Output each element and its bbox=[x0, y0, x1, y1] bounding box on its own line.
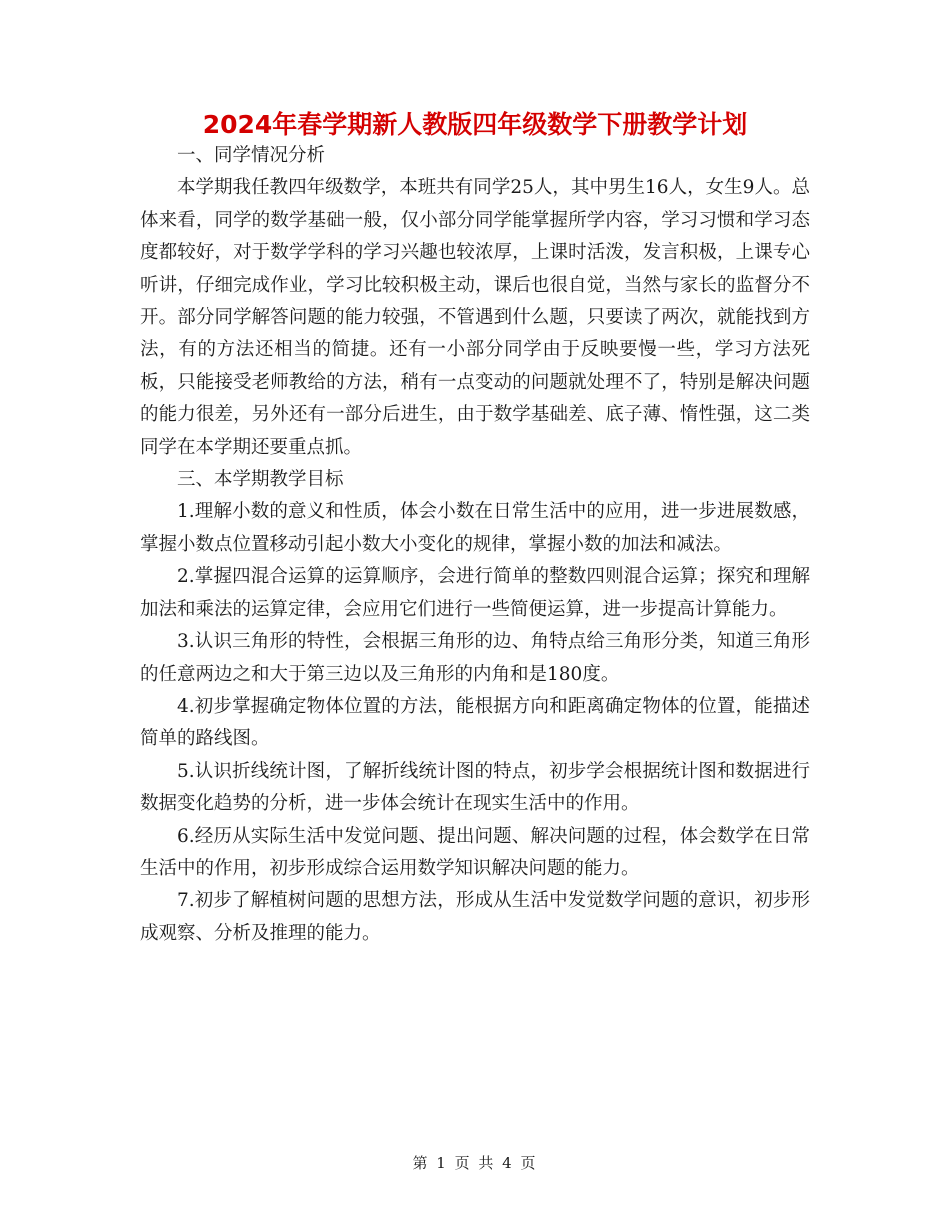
goal-item: 1.理解小数的意义和性质，体会小数在日常生活中的应用，进一步进展数感，掌握小数点位置移动引起小数大小变化的规律，掌握小数的加法和减法。 bbox=[140, 501, 810, 555]
document-title: 2024年春学期新人教版四年级数学下册教学计划 bbox=[202, 110, 748, 139]
section1-heading: 一、同学情况分析 bbox=[177, 145, 326, 166]
goal-item: 2.掌握四混合运算的运算顺序，会进行简单的整数四则混合运算；探究和理解加法和乘法的运算定律，会应用它们进行一些简便运算，进一步提高计算能力。 bbox=[140, 566, 810, 620]
document-body bbox=[140, 140, 810, 950]
goal-item: 3.认识三角形的特性，会根据三角形的边、角特点给三角形分类，知道三角形的任意两边之和大于第三边以及三角形的内角和是180度。 bbox=[140, 631, 810, 685]
goal-item: 6.经历从实际生活中发觉问题、提出问题、解决问题的过程，体会数学在日常生活中的作用，初步形成综合运用数学知识解决问题的能力。 bbox=[140, 825, 810, 879]
section1-body: 本学期我任教四年级数学，本班共有同学25人，其中男生16人，女生9人。总体来看，同学的数学基础一般，仅小部分同学能掌握所学内容，学习习惯和学习态度都较好，对于数学学科的学习兴趣也较浓厚，上课时活泼，发言积极，上课专心听讲，仔细完成作业，学习比较积极主动，课后也很自觉，当然与家长的监督分不开。部分同学解答问题的能力较强，不管遇到什么题，只要读了两次，就能找到方法，有的方法还相当的简捷。还有一小部分同学由于反映要慢一些，学习方法死板，只能接受老师教给的方法，稍有一点变动的问题就处理不了，特别是解决问题的能力很差，另外还有一部分后进生，由于数学基础差、底子薄、惰性强，这二类同学在本学期还要重点抓。 bbox=[140, 177, 810, 458]
goal-item: 4.初步掌握确定物体位置的方法，能根据方向和距离确定物体的位置，能描述简单的路线图。 bbox=[140, 695, 810, 750]
section3-heading: 三、本学期教学目标 bbox=[177, 469, 344, 491]
goal-item: 7.初步了解植树问题的思想方法，形成从生活中发觉数学问题的意识，初步形成观察、分析及推理的能力。 bbox=[140, 890, 810, 944]
page-number-footer: 第 1 页 共 4 页 bbox=[412, 1154, 538, 1172]
goal-item: 5.认识折线统计图，了解折线统计图的特点，初步学会根据统计图和数据进行数据变化趋势的分析，进一步体会统计在现实生活中的作用。 bbox=[140, 760, 810, 815]
